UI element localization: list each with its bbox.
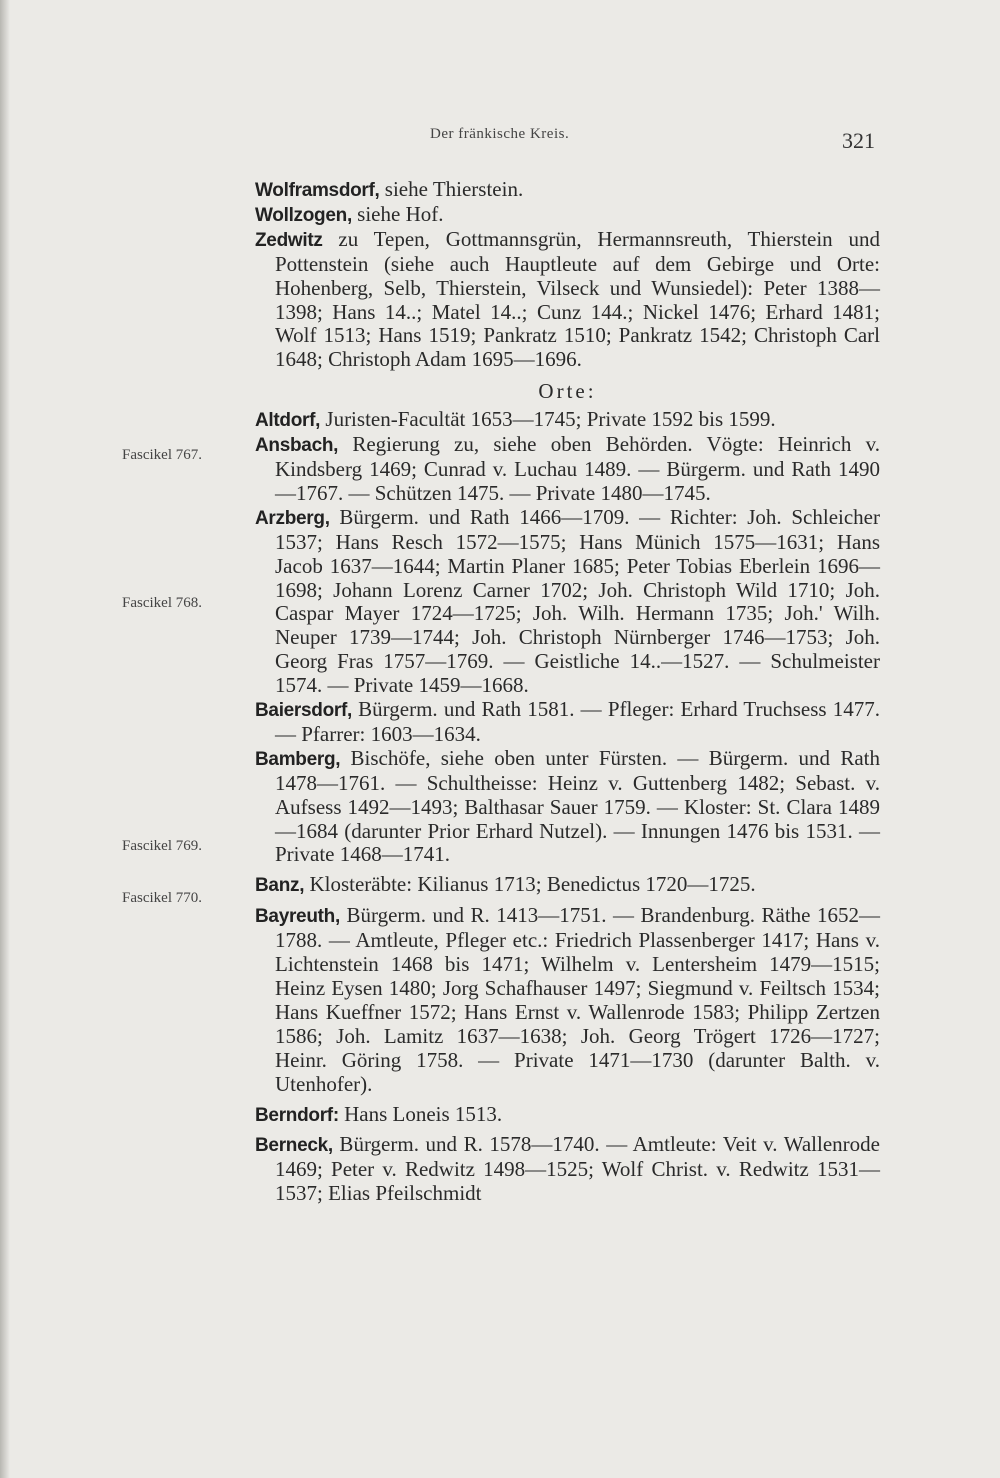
entry-text: Bürgerm. und R. 1578—1740. — Amtleute: Veit v. Wallenrode 1469; Peter v. Redwitz 1498—1525; Wolf Christ. v. Redwitz 1531—1537; Elias Pfeilschmidt (275, 1132, 880, 1206)
entry-keyword: Bamberg, (255, 748, 341, 770)
page-body (255, 178, 880, 1206)
entry-wolframsdorf (255, 178, 880, 203)
entry-keyword: Banz, (255, 875, 305, 897)
entry-keyword: Wolframsdorf, (255, 180, 380, 201)
running-head: Der fränkische Kreis. (430, 126, 570, 142)
entry-keyword: Berndorf: (255, 1104, 339, 1126)
entry-ansbach (255, 433, 880, 506)
entry-keyword: Altdorf, (255, 410, 321, 432)
entry-keyword: Berneck, (255, 1135, 333, 1157)
entry-keyword: Bayreuth, (255, 906, 340, 928)
entry-bayreuth (255, 904, 880, 1096)
entry-banz (255, 873, 880, 898)
entry-keyword: Ansbach, (255, 435, 339, 457)
margin-note-fascikel-770: Fascikel 770. (122, 890, 202, 906)
entry-text: zu Tepen, Gottmannsgrün, Hermannsreuth, Thierstein und Pottenstein (siehe auch Hauptleute auf dem Gebirge und Orte: Hohenberg, Selb, Thierstein, Vilseck und Wunsiedel): Peter 1388—1398; Hans 14..; Matel 14..; Cunz 144.; Nickel 1476; Erhard 1481; Wolf 1513; Hans 1519; Pankratz 1510; Pankratz 1542; Christoph Carl 1648; Christoph Adam 1695—1696. (275, 226, 880, 372)
entry-text: Juristen-Facultät 1653—1745; Private 1592 bis 1599. (320, 407, 776, 432)
page-number: 321 (842, 128, 875, 153)
entry-keyword: Wollzogen, (255, 204, 352, 226)
entry-baiersdorf (255, 698, 880, 747)
entry-text: siehe Hof. (351, 201, 444, 226)
entry-wollzogen (255, 203, 880, 228)
entry-text: Hans Loneis 1513. (338, 1101, 503, 1126)
entry-text: Bürgerm. und R. 1413—1751. — Brandenburg. Räthe 1652—1788. — Amtleute, Pfleger etc.: Friedrich Plassenberger 1417; Hans v. Lichtenstein 1468 bis 1471; Wilhelm v. Lentersheim 1479—1515; Heinz Eysen 1480; Jorg Schafhauser 1497; Siegmund v. Feiltsch 1534; Hans Kueffner 1572; Hans Ernst v. Wallenrode 1583; Philipp Zertzen 1586; Joh. Lamitz 1637—1638; Joh. Georg Trögert 1726—1727; Heinr. Göring 1758. — Private 1471—1730 (darunter Balth. v. Utenhofer). (275, 903, 880, 1096)
entry-text: Regierung zu, siehe oben Behörden. Vögte: Heinrich v. Kindsberg 1469; Cunrad v. Luchau 1489. — Bürgerm. und Rath 1490—1767. — Schützen 1475. — Private 1480—1745. (275, 432, 880, 505)
entry-text: Bürgerm. und Rath 1581. — Pfleger: Erhard Truchsess 1477. — Pfarrer: 1603—1634. (275, 697, 880, 746)
margin-note-fascikel-767: Fascikel 767. (122, 447, 202, 463)
entry-keyword: Zedwitz (255, 229, 323, 251)
entry-keyword: Baiersdorf, (255, 700, 353, 722)
page-binding-shadow (0, 0, 10, 1478)
entry-keyword: Arzberg, (255, 507, 330, 529)
margin-note-fascikel-768: Fascikel 768. (122, 595, 202, 611)
entry-altdorf (255, 408, 880, 433)
entry-arzberg (255, 506, 880, 698)
section-heading-orte: Orte: (538, 379, 597, 404)
entry-text: siehe Thierstein. (379, 177, 524, 201)
entry-text: Klosteräbte: Kilianus 1713; Benedictus 1720—1725. (304, 872, 756, 897)
entry-bamberg (255, 747, 880, 868)
entry-berneck (255, 1133, 880, 1206)
entry-zedwitz (255, 228, 880, 372)
margin-note-fascikel-769: Fascikel 769. (122, 838, 202, 854)
entry-text: Bischöfe, siehe oben unter Fürsten. — Bürgerm. und Rath 1478—1761. — Schultheisse: Heinz v. Guttenberg 1482; Sebast. v. Aufsess 1492—1493; Balthasar Sauer 1759. — Kloster: St. Clara 1489—1684 (darunter Prior Erhard Nutzel). — Innungen 1476 bis 1531. — Private 1468—1741. (275, 745, 880, 867)
entry-text: Bürgerm. und Rath 1466—1709. — Richter: Joh. Schleicher 1537; Hans Resch 1572—1575; Hans Münich 1575—1631; Hans Jacob 1637—1644; Martin Planer 1685; Peter Tobias Eberlein 1696—1698; Johann Lorenz Carner 1702; Joh. Christoph Wild 1710; Joh. Caspar Mayer 1724—1725; Joh. Wilh. Hermann 1735; Joh.' Wilh. Neuper 1739—1744; Joh. Christoph Nürnberger 1746—1753; Joh. Georg Fras 1757—1769. — Geistliche 14..—1527. — Schulmeister 1574. — Private 1459—1668. (275, 504, 880, 698)
entry-berndorf (255, 1103, 880, 1128)
